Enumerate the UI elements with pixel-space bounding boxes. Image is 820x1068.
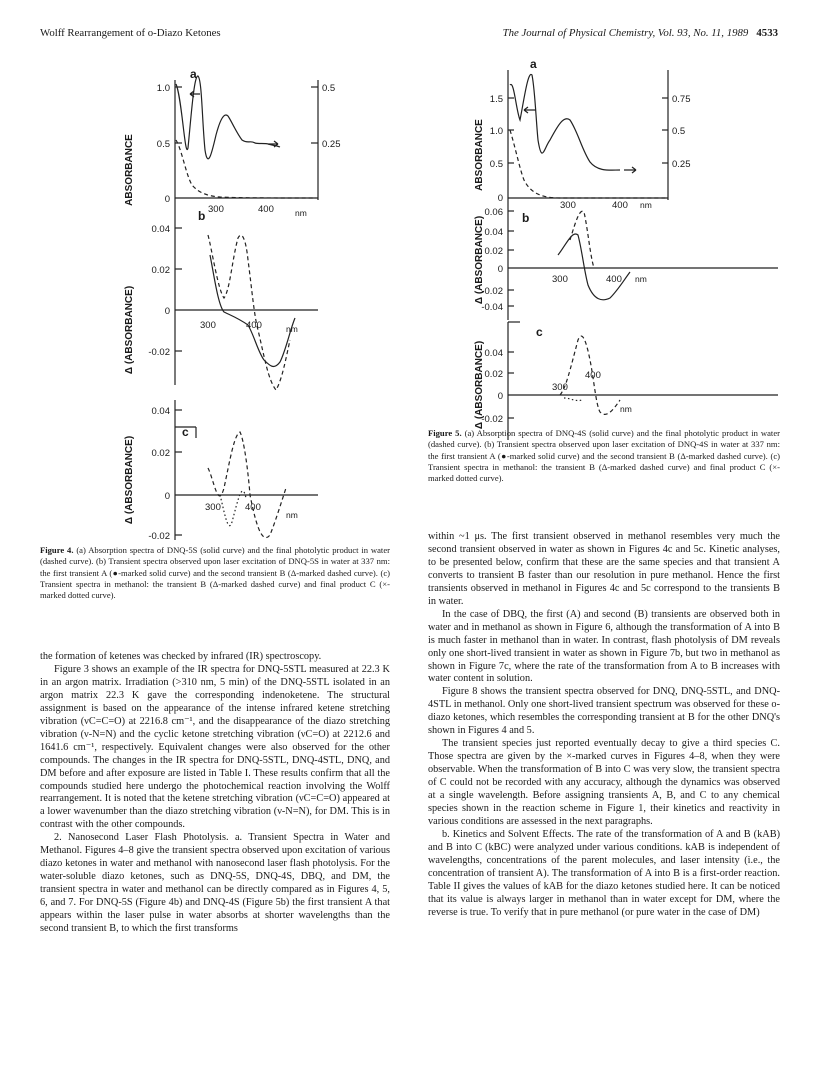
fig4-b-ytick-002: 0.02 [151, 265, 170, 276]
fig5-c-ytick-0: 0 [497, 391, 503, 402]
fig5-b-ytick-006: 0.06 [484, 207, 503, 218]
figure-5 [440, 40, 780, 460]
fig4-c-ylabel: Δ (ABSORBANCE) [124, 435, 135, 525]
fig5-b-xtick-300-mid: 300 [552, 274, 568, 285]
fig4-a-ytick-05: 0.5 [156, 139, 170, 150]
fig4-b-xtick-400-mid: 400 [246, 320, 262, 331]
fig4-b-ytick-m002: -0.02 [148, 347, 170, 358]
fig5-a-ytick-05: 0.5 [489, 159, 503, 170]
right-paragraph-4: The transient species just reported eventually decay to give a third species C. Those spectra are given by the ×-marked curves in Figures 4–8, when they were observable. When the transformation of B into C was very slow, the transient spectra of C could not be recorded with any accuracy, although the dynamics was observed at a single wavelength. Before assigning transients A, B, and C to any chemical species shown in the reaction scheme in Figure 1, their kinetics and reactivity in various conditions are assessed in the next paragraphs. [428, 738, 780, 827]
fig5-a-ytick-10: 1.0 [489, 126, 503, 137]
figure-5-caption [428, 428, 780, 484]
figure-5-caption-text: (a) Absorption spectra of DNQ-4S (solid curve) and the final photolytic product in water (dashed curve). (b) Transient spectra observed upon laser excitation of DNQ-4S in water at 337 nm: the first transient A (●-marked solid curve) and the second transient B (Δ-marked dashed curve). (c) Transient spectra in methanol: the transient B (Δ-marked dashed curve) and final product C (×-marked dotted curve). [428, 428, 780, 484]
fig4-a-ytick-r025: 0.25 [322, 139, 341, 150]
figure-4-caption-text: (a) Absorption spectra of DNQ-5S (solid curve) and the final photolytic product in water (dashed curve). (b) Transient spectra observed upon laser excitation of DNQ-5S in water at 337 nm: the first transient A (●-marked solid curve) and the second transient B (Δ-marked dashed curve). (c) Transient spectra in methanol: the transient B (Δ-marked dashed curve) and final product C (×-marked dotted curve). [40, 545, 390, 601]
figure-4-caption [40, 545, 390, 601]
fig4-b-xtick-300-mid: 300 [200, 320, 216, 331]
fig5-b-xtick-400-mid: 400 [606, 274, 622, 285]
right-paragraph-3: Figure 8 shows the transient spectra observed for DNQ, DNQ-5STL, and DNQ-4STL in methanol. Only one short-lived transient spectrum was observed for these o-diazo ketones, which resembles the corresponding transient at B for the other DNQ's shown in Figures 4 and 5. [428, 686, 780, 737]
fig5-a-ytick-r075: 0.75 [672, 94, 691, 105]
fig5-a-ytick-15: 1.5 [489, 94, 503, 105]
fig4-b-xtick-400: 400 [258, 204, 274, 215]
fig5-b-ytick-m002: -0.02 [481, 286, 503, 297]
fig4-a-label: a [190, 67, 197, 81]
fig5-a-ytick-r025: 0.25 [672, 159, 691, 170]
fig5-c-ylabel: Δ (ABSORBANCE) [474, 340, 485, 430]
fig4-c-ytick-0: 0 [164, 491, 170, 502]
right-column [428, 531, 780, 920]
fig5-a-ylabel: ABSORBANCE [474, 119, 485, 191]
page-number: 4533 [756, 27, 778, 39]
fig4-b-label: b [198, 209, 206, 223]
fig5-a-label: a [530, 57, 537, 71]
fig5-c-xtick-300: 300 [552, 382, 568, 393]
left-paragraph-1: the formation of ketenes was checked by infrared (IR) spectroscopy. [40, 651, 322, 662]
left-paragraph-3: 2. Nanosecond Laser Flash Photolysis. a. Transient Spectra in Water and Methanol. Figures 4–8 give the transient spectra observed upon excitation of various diazo ketones in water and methanol with nanosecond laser flash photolysis. For the water-soluble diazo ketones, such as DNQ-5S, DNQ-4S, DBQ, and DM, the transient spectra in water and methanol can be directly compared as in Figures 4, 5, 6, and 7. For DNQ-5S (Figure 4b) and DNQ-4S (Figure 5b) the first transient A that appears within the laser pulse in water absorbs at shorter wavelengths than the second transient B, to which the first transforms [40, 832, 390, 935]
fig4-a-ytick-0: 0 [164, 194, 170, 205]
fig5-b-unit: nm [640, 200, 652, 210]
figure-5-caption-title: Figure 5. [428, 428, 462, 438]
fig5-b-ylabel: Δ (ABSORBANCE) [474, 215, 485, 305]
figure-4 [90, 40, 390, 540]
fig5-b-xtick-400: 400 [612, 200, 628, 211]
fig5-b-label: b [522, 211, 530, 225]
fig5-c-xtick-400: 400 [585, 370, 601, 381]
fig4-a-ytick-r05: 0.5 [322, 83, 336, 94]
fig4-c-unit: nm [286, 510, 298, 520]
fig5-b-ytick-004: 0.04 [484, 227, 503, 238]
fig4-c-xtick-300: 300 [205, 502, 221, 513]
fig5-c-label: c [536, 325, 543, 339]
fig5-c-ytick-m002: -0.02 [481, 414, 503, 425]
fig5-c-ytick-002: 0.02 [484, 369, 503, 380]
fig5-b-ytick-0: 0 [497, 264, 503, 275]
fig4-c-label: c [182, 425, 189, 439]
fig4-c-ytick-m002: -0.02 [148, 531, 170, 542]
fig5-c-ytick-004: 0.04 [484, 348, 503, 359]
running-head-title: Wolff Rearrangement of o-Diazo Ketones [40, 27, 221, 39]
fig5-b-ytick-m004: -0.04 [481, 302, 503, 313]
journal-citation: The Journal of Physical Chemistry, Vol. 93, No. 11, 1989 [502, 27, 749, 39]
fig5-a-ytick-r05: 0.5 [672, 126, 686, 137]
fig4-b-xtick-300: 300 [208, 204, 224, 215]
fig4-b-unit: nm [295, 208, 307, 218]
fig4-a-ytick-1: 1.0 [156, 83, 170, 94]
fig4-b-ytick-004: 0.04 [151, 224, 170, 235]
left-paragraph-2: Figure 3 shows an example of the IR spectra for DNQ-5STL measured at 22.3 K in an argon matrix. Irradiation (>310 nm, 5 min) of the DNQ-5STL isolated in an argon matrix 22.3 K gave the corresponding indenoketene. The structural assignment is based on the appearance of the intense infrared ketene stretching vibration (νC=C=O) at 2216.8 cm⁻¹, and the disappearance of the diazo stretching vibration (ν-N=N) and the cyclic ketone stretching vibration (νC=O) at 2212.6 and 1641.6 cm⁻¹, respectively. Equivalent changes were also observed for the other compounds. The changes in the IR spectra for DNQ-5STL, DNQ-4STL, DNQ, and DM before and after exposure are listed in Table I. These results confirm that all the compounds studied here undergo the photochemical reaction involving the Wolff rearrangement. It is noted that the ketene stretching vibration (νC=C=O) appeared at a lower wavenumber than the diazo stretching vibration (ν-N=N), for DM. This is in contrast with the other compounds. [40, 663, 390, 831]
fig5-b-ytick-002: 0.02 [484, 246, 503, 257]
fig5-b-xtick-300: 300 [560, 200, 576, 211]
fig4-b-unit-mid: nm [286, 324, 298, 334]
figure-4-plot [90, 40, 390, 540]
fig4-b-ytick-0: 0 [164, 306, 170, 317]
figure-5-plot [440, 40, 780, 460]
fig5-c-unit: nm [620, 404, 632, 414]
fig5-a-ytick-0: 0 [497, 193, 503, 204]
running-head-journal [503, 27, 778, 39]
left-column [40, 651, 390, 936]
fig4-b-ylabel: Δ (ABSORBANCE) [124, 285, 135, 375]
fig4-a-ylabel: ABSORBANCE [124, 134, 135, 206]
right-paragraph-1: within ~1 μs. The first transient observed in methanol resembles very much the second transient observed in water as shown in Figures 4c and 5c. Kinetic analyses, to be presented below, confirm that these are the same species and that transient A converts to transient B faster than our resolution in pure methanol. Hence the first transients observed in methanol in Figures 4c and 5c correspond to the transients B in water. [428, 531, 780, 607]
right-paragraph-2: In the case of DBQ, the first (A) and second (B) transients are observed both in water and in methanol as shown in Figure 6, although the transformation of A into B is much faster in methanol than in water. In contrast, flash photolysis of DM reveals only one short-lived transient in water as shown in Figure 7b, but two in methanol as shown in Figure 7c, where the rate of the transformation from A to B increases with water content in solution. [428, 608, 780, 685]
fig4-c-xtick-400: 400 [245, 502, 261, 513]
fig4-c-ytick-004: 0.04 [151, 406, 170, 417]
figure-4-caption-title: Figure 4. [40, 545, 74, 555]
fig4-c-ytick-002: 0.02 [151, 448, 170, 459]
fig5-b-unit-mid: nm [635, 274, 647, 284]
right-paragraph-5: b. Kinetics and Solvent Effects. The rate of the transformation of A and B (kAB) and B into C (kBC) were analyzed under various conditions. kAB is independent of wavelengths, concentrations of the parent molecules, and laser intensity (i.e., the concentration of transient A). The transformation of A into B is a first-order reaction. Table II gives the values of kAB for the diazo ketones studied here. It can be noticed that its value is always larger in methanol than in water except for DM, where the reverse is true. To verify that in pure methanol (or pure water in the case of DM) [428, 828, 780, 918]
